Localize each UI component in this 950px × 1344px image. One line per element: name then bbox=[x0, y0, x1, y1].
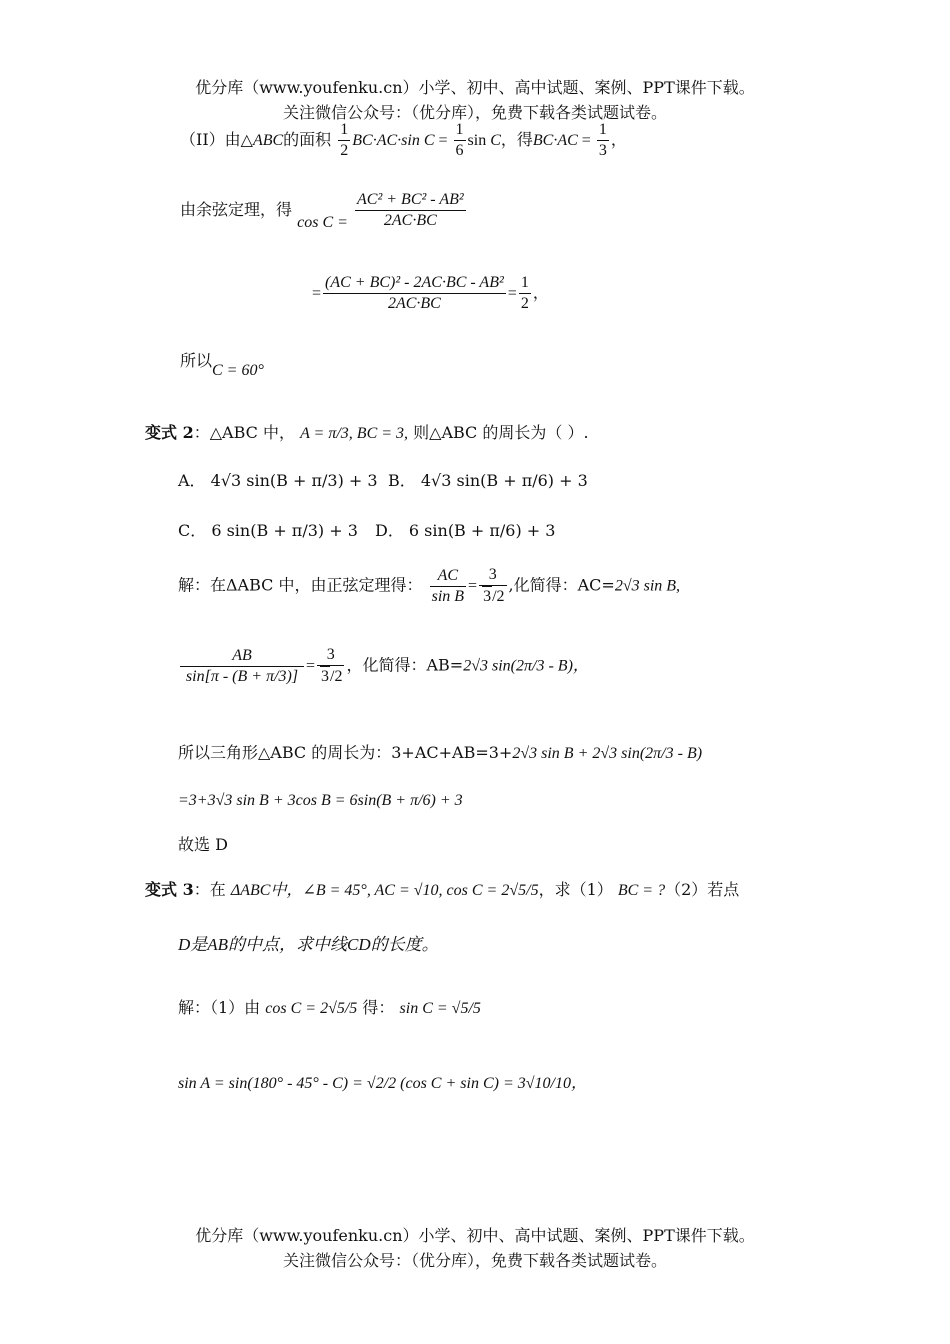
header-line-2: 关注微信公众号：（优分库），免费下载各类试题试卷。 bbox=[282, 103, 667, 122]
v2-solution-line-2: $\frac{AB}{\sin[\pi - (B + \pi/3)]}$ = $\frac{3}{3/2}$ ，化简得：AB=2√3 sin(2π/3 - B)， bbox=[178, 645, 589, 687]
footer-line-1: 优分库（www.youfenku.cn）小学、初中、高中试题、案例、PPT课件下载。 bbox=[195, 1226, 755, 1245]
variation-3-line-2: D是AB的中点，求中线CD的长度。 bbox=[178, 935, 439, 954]
variation-3-stem: 变式 3：在 ΔABC中，∠B = 45°, AC = √10, cos C = 2√5/5，求（1） BC = ?（2）若点 bbox=[145, 880, 740, 899]
c-equals-60: C = 60° bbox=[212, 362, 264, 379]
option-a: A． 4√3 sin(B + π/3) + 3 bbox=[178, 471, 378, 490]
part2-area-line: （II）由△ABC的面积 $\frac{1}{2}$ BC·AC·sin C = $\frac{1}{6}$ sin C，得BC·AC = $\frac{1}{3}$ ， bbox=[180, 121, 627, 159]
header-line-1: 优分库（www.youfenku.cn）小学、初中、高中试题、案例、PPT课件下载。 bbox=[195, 78, 755, 97]
variation-2-stem: 变式 2：△ABC 中， A = π/3, BC = 3, 则△ABC 的周长为（ ）. bbox=[145, 423, 589, 442]
v3-solution-line-1: 解：（1）由 cos C = 2√5/5 得： sin C = √5/5 bbox=[178, 998, 481, 1017]
so-line: 所以 bbox=[180, 351, 213, 370]
option-d: D． 6 sin(B + π/6) + 3 bbox=[375, 521, 556, 540]
v2-solution-line-1: 解：在ΔABC 中，由正弦定理得： $\frac{AC}{\text{sin B}}$ = $\frac{3}{3/2}$ ,化简得：AC=2√3 sin B, bbox=[178, 566, 681, 605]
v2-answer: 故选 D bbox=[178, 835, 228, 854]
footer-line-2: 关注微信公众号：（优分库），免费下载各类试题试卷。 bbox=[282, 1251, 667, 1270]
cosine-expansion: = $\frac{\text{(AC + BC)² - 2AC·BC - AB²}}{2AC\cdot BC}$ = $\frac{1}{2}$ ， bbox=[312, 274, 549, 312]
option-c: C． 6 sin(B + π/3) + 3 bbox=[178, 521, 358, 540]
v3-sin-a-line: sin A = sin(180° - 45° - C) = √2/2 (cos C + sin C) = 3√10/10， bbox=[178, 1075, 587, 1092]
cosine-law-line: 由余弦定理，得 cos C = $\frac{\text{AC² + BC² - AB²}}{2AC\cdot BC}$ bbox=[180, 191, 464, 231]
v2-perimeter-line: 所以三角形△ABC 的周长为：3+AC+AB=3+2√3 sin B + 2√3 sin(2π/3 - B) bbox=[178, 743, 703, 762]
v2-equation-line: =3+3√3 sin B + 3cos B = 6sin(B + π/6) + 3 bbox=[178, 792, 463, 809]
option-b: B． 4√3 sin(B + π/6) + 3 bbox=[388, 471, 588, 490]
